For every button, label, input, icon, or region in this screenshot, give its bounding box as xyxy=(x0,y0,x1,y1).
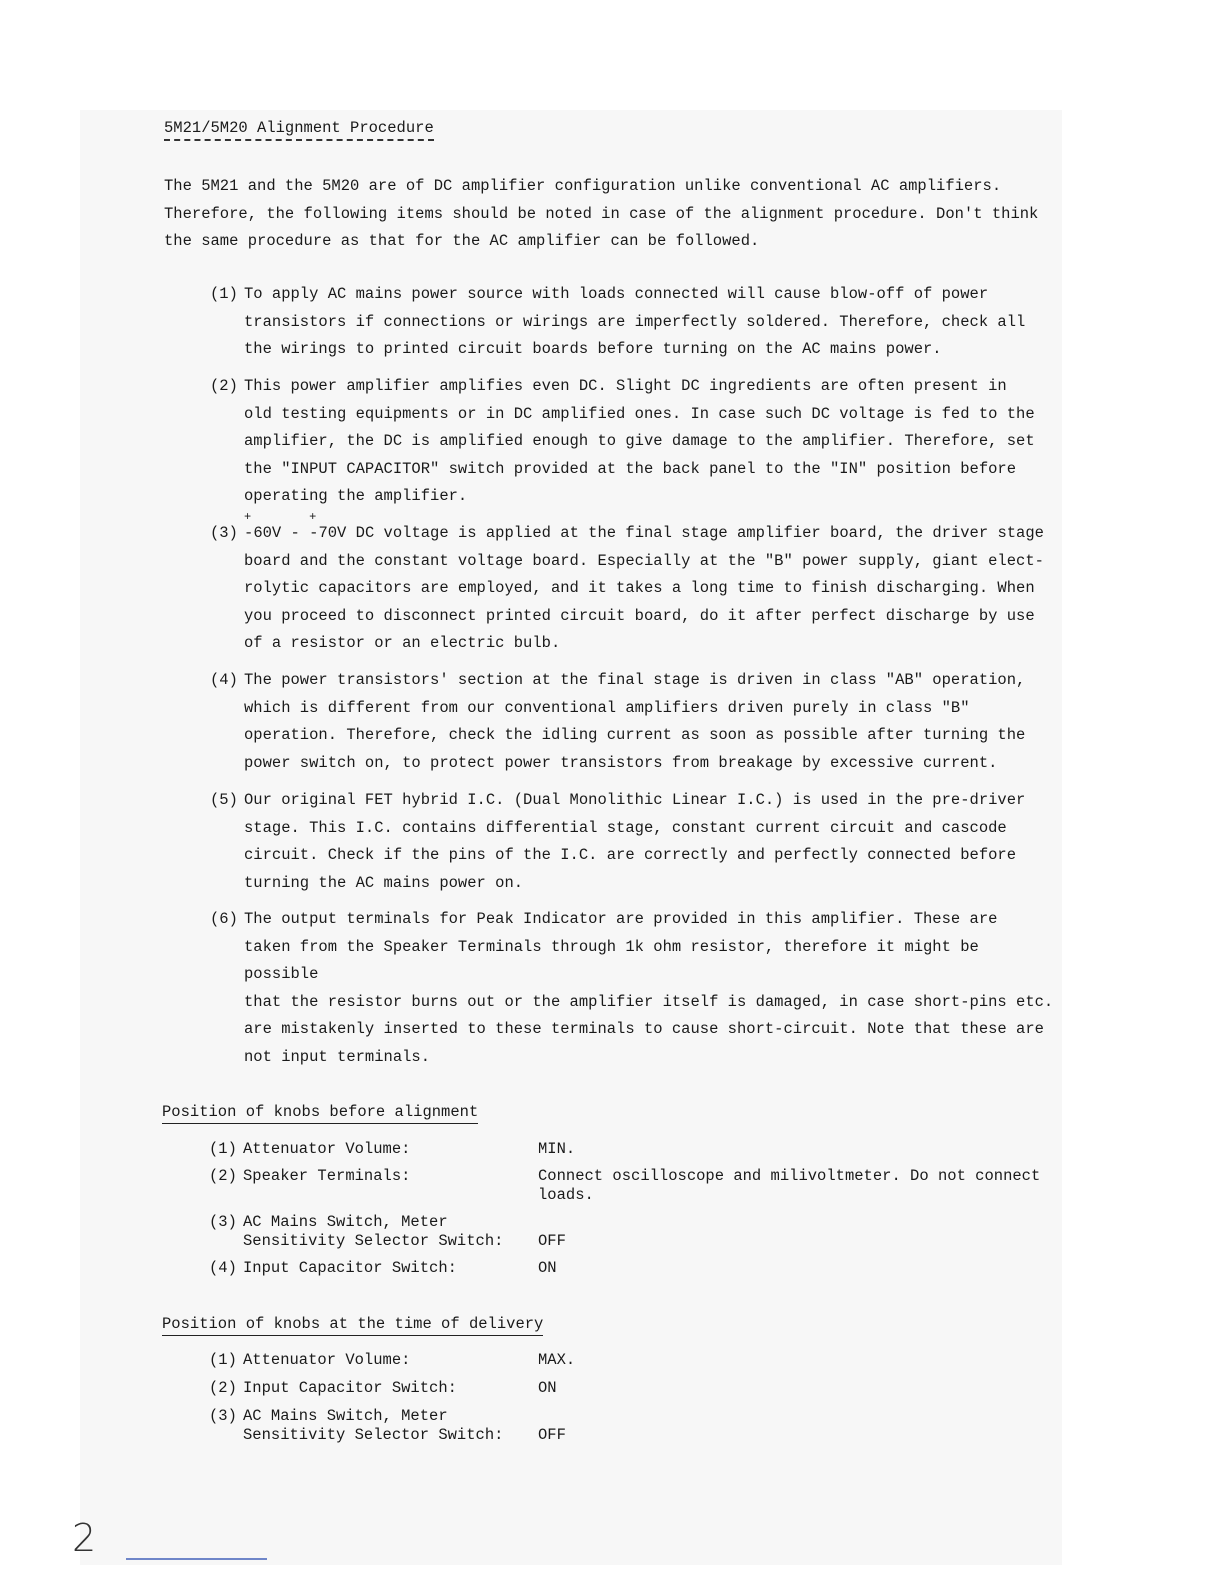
row-number: (3) xyxy=(209,1213,237,1231)
knob-label: Input Capacitor Switch: xyxy=(243,1259,457,1277)
row-number: (3) xyxy=(209,1407,237,1425)
voltage-dash: - xyxy=(281,524,310,542)
item-number: (3) xyxy=(210,524,238,542)
item-text: board and the constant voltage board. Especially at the "B" power supply, giant elect- rolytic capacitors are employed, and it takes a long time to finish discharging. When you proceed to disconnect printed circuit board, do it after perfect discharge by use of a resistor or an electric bulb. xyxy=(244,551,1044,652)
item-text: This power amplifier amplifies even DC. Slight DC ingredients are often present in old testing equipments or in DC amplified ones. In case such DC voltage is fed to the amplifier, the DC is amplified enough to give damage to the amplifier. Therefore, set the "INPUT CAPACITOR" switch provided at the back panel to the "IN" position before operating the amplifier. xyxy=(244,377,1035,505)
item-text: The output terminals for Peak Indicator are provided in this amplifier. These are taken from the Speaker Terminals through 1k ohm resistor, therefore it might be possible that the resistor burns out or the amplifier itself is damaged, in case short-pins etc. are mistakenly inserted to these terminals to cause short-circuit. Note that these are not input terminals. xyxy=(244,910,1054,1066)
knob-label: Attenuator Volume: xyxy=(243,1140,411,1158)
knob-value: Connect oscilloscope and milivoltmeter. Do not connect loads. xyxy=(538,1167,1041,1204)
item-number: (2) xyxy=(210,377,238,395)
page-number: 2 xyxy=(72,1516,97,1560)
voltage-high: 70V xyxy=(318,524,347,542)
knob-value: MIN. xyxy=(538,1140,576,1158)
item-text-block xyxy=(244,510,1060,658)
section-heading-delivery: Position of knobs at the time of delivery xyxy=(162,1314,543,1336)
page-title: 5M21/5M20 Alignment Procedure xyxy=(164,118,434,141)
knob-value: MAX. xyxy=(538,1351,576,1369)
knob-value: OFF xyxy=(538,1425,566,1444)
knob-label: Speaker Terminals: xyxy=(243,1167,411,1185)
item-number: (6) xyxy=(210,910,238,928)
plus-minus-symbol: + - xyxy=(309,510,319,542)
item-text: Our original FET hybrid I.C. (Dual Monolithic Linear I.C.) is used in the pre-driver stage. This I.C. contains differential stage, constant current circuit and cascode circuit. Check if the pins of the I.C. are correctly and perfectly connected before turning the AC mains power on. xyxy=(244,791,1026,892)
plus-minus-symbol: + - xyxy=(244,510,254,542)
row-number: (1) xyxy=(209,1140,237,1158)
knob-label: Attenuator Volume: xyxy=(243,1351,411,1369)
knob-value: ON xyxy=(538,1259,557,1277)
row-number: (1) xyxy=(209,1351,237,1369)
knob-label: AC Mains Switch, Meter Sensitivity Selector Switch: xyxy=(243,1213,504,1250)
knob-value: OFF xyxy=(538,1231,566,1250)
item-number: (1) xyxy=(210,285,238,303)
knob-value: ON xyxy=(538,1379,557,1397)
row-number: (2) xyxy=(209,1167,237,1185)
item-number: (4) xyxy=(210,671,238,689)
row-number: (4) xyxy=(209,1259,237,1277)
footer-rule xyxy=(126,1558,267,1560)
row-number: (2) xyxy=(209,1379,237,1397)
knob-label: Input Capacitor Switch: xyxy=(243,1379,457,1397)
item-text: The power transistors' section at the final stage is driven in class "AB" operation, which is different from our conventional amplifiers driven purely in class "B" operation. Therefore, check the idling current as soon as possible after turning the power switch on, to protect power transistors from breakage by excessive current. xyxy=(244,671,1026,772)
item-text-first-line: DC voltage is applied at the final stage amplifier board, the driver stage xyxy=(346,524,1044,542)
voltage-low: 60V xyxy=(253,524,282,542)
knob-label: AC Mains Switch, Meter Sensitivity Selector Switch: xyxy=(243,1407,504,1444)
item-number: (5) xyxy=(210,791,238,809)
intro-paragraph: The 5M21 and the 5M20 are of DC amplifier configuration unlike conventional AC amplifiers. Therefore, the following items should be noted in case of the alignment procedure. Don't think the same procedure as that for the AC amplifier can be followed. xyxy=(164,177,1039,250)
item-text: To apply AC mains power source with loads connected will cause blow-off of power transistors if connections or wirings are imperfectly soldered. Therefore, check all the wirings to printed circuit boards before turning on the AC mains power. xyxy=(244,285,1026,358)
section-heading-before-alignment: Position of knobs before alignment xyxy=(162,1102,478,1124)
